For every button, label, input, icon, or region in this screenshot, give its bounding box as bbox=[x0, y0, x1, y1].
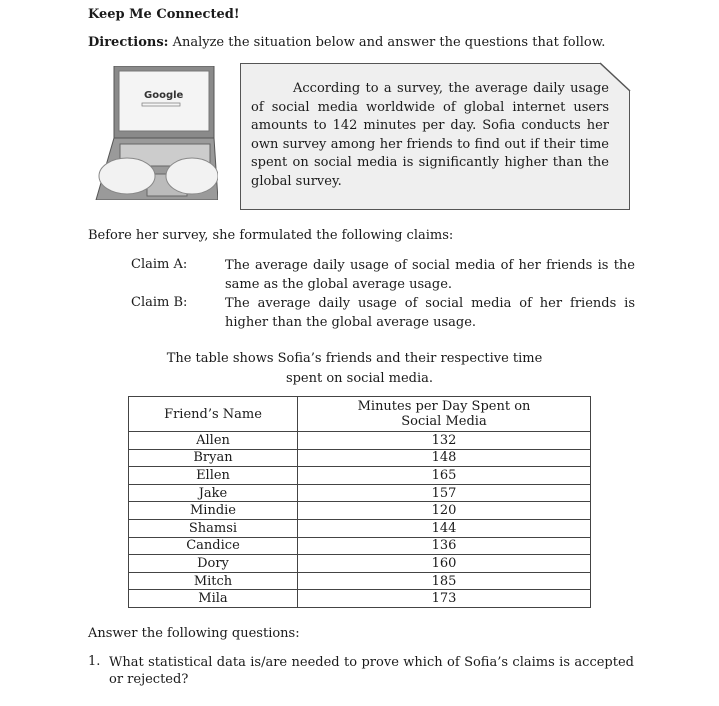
minutes-cell: 120 bbox=[298, 502, 591, 520]
table-row bbox=[129, 555, 591, 573]
question-1-number: 1. bbox=[88, 654, 101, 669]
header-minutes: Minutes per Day Spent on Social Media bbox=[298, 397, 591, 432]
claim-b-label: Claim B: bbox=[131, 295, 188, 310]
minutes-cell: 160 bbox=[298, 555, 591, 573]
table-row bbox=[129, 467, 591, 485]
table-row bbox=[129, 484, 591, 502]
minutes-cell: 157 bbox=[298, 484, 591, 502]
friend-name-cell: Jake bbox=[129, 484, 298, 502]
claims-intro: Before her survey, she formulated the following claims: bbox=[88, 228, 454, 243]
laptop-illustration bbox=[92, 66, 218, 200]
friend-name-cell: Dory bbox=[129, 555, 298, 573]
answer-intro: Answer the following questions: bbox=[88, 626, 300, 641]
table-header-row bbox=[129, 397, 591, 432]
table-row bbox=[129, 449, 591, 467]
friend-name-cell: Mila bbox=[129, 590, 298, 608]
directions-text: Analyze the situation below and answer the questions that follow. bbox=[168, 35, 606, 50]
callout-text bbox=[251, 80, 609, 191]
directions-label: Directions: bbox=[88, 35, 169, 50]
header-friend-name: Friend’s Name bbox=[129, 397, 298, 432]
section-heading: Keep Me Connected! bbox=[88, 7, 240, 22]
minutes-cell: 173 bbox=[298, 590, 591, 608]
claim-a-text: The average daily usage of social media of her friends is the same as the global average usage. bbox=[225, 258, 635, 292]
friend-name-cell: Shamsi bbox=[129, 519, 298, 537]
laptop-screen-logo: Google bbox=[144, 90, 184, 101]
table-caption-line1: The table shows Sofia’s friends and their respective time bbox=[166, 351, 543, 366]
minutes-cell: 165 bbox=[298, 467, 591, 485]
table-row bbox=[129, 572, 591, 590]
friend-name-cell: Mitch bbox=[129, 572, 298, 590]
directions bbox=[88, 35, 605, 50]
table-row bbox=[129, 537, 591, 555]
table-row bbox=[129, 502, 591, 520]
table-row bbox=[129, 432, 591, 450]
question-1-text: What statistical data is/are needed to prove which of Sofia’s claims is accepted or rejected? bbox=[109, 655, 634, 687]
table-row bbox=[129, 590, 591, 608]
minutes-cell: 136 bbox=[298, 537, 591, 555]
minutes-cell: 148 bbox=[298, 449, 591, 467]
table-caption-line2: spent on social media. bbox=[285, 371, 434, 386]
friend-name-cell: Allen bbox=[129, 432, 298, 450]
friends-table bbox=[128, 396, 591, 608]
callout-paragraph: According to a survey, the average daily usage of social media worldwide of global internet users amounts to 142 minutes per day. Sofia conducts her own survey among her friends to find out if their time spent on social media is significantly higher than the global survey. bbox=[251, 81, 609, 189]
claim-b-text: The average daily usage of social media of her friends is higher than the global average usage. bbox=[225, 296, 635, 330]
table-row bbox=[129, 519, 591, 537]
minutes-cell: 144 bbox=[298, 519, 591, 537]
claim-a-label: Claim A: bbox=[131, 257, 188, 272]
friend-name-cell: Mindie bbox=[129, 502, 298, 520]
minutes-cell: 185 bbox=[298, 572, 591, 590]
minutes-cell: 132 bbox=[298, 432, 591, 450]
friend-name-cell: Candice bbox=[129, 537, 298, 555]
friend-name-cell: Bryan bbox=[129, 449, 298, 467]
friend-name-cell: Ellen bbox=[129, 467, 298, 485]
